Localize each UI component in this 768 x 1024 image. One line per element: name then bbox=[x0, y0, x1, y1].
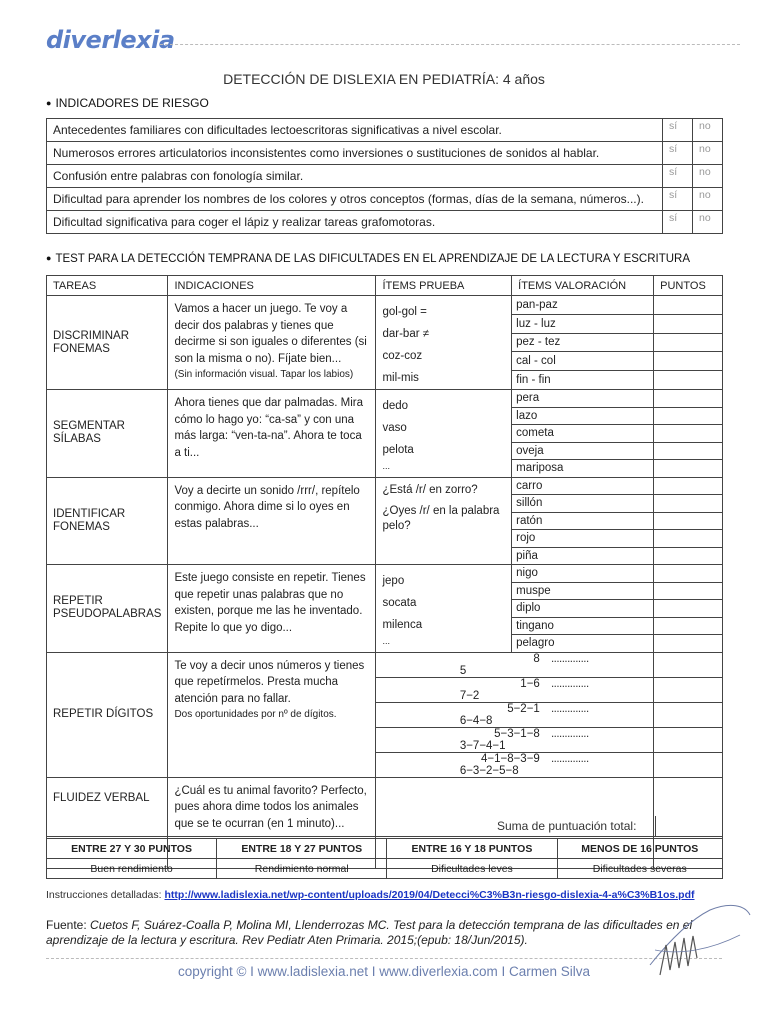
points-cell[interactable] bbox=[654, 296, 723, 315]
task-indication bbox=[168, 296, 376, 390]
source-label: Fuente: bbox=[46, 918, 87, 932]
test-items bbox=[376, 390, 512, 478]
evaluation-item: cometa bbox=[512, 425, 654, 443]
digit-first: 5−3−1−8 bbox=[494, 727, 540, 740]
no-option[interactable]: no bbox=[693, 165, 723, 188]
table-row bbox=[47, 565, 723, 583]
indication-text: Ahora tienes que dar palmadas. Mira cómo lo hago yo: “ca-sa” y con una más larga: “ven-ta-na”. Ahora te toca a ti... bbox=[174, 397, 364, 459]
test-item: pelota bbox=[382, 444, 414, 456]
test-header-row bbox=[47, 276, 723, 296]
test-item: socata bbox=[382, 597, 417, 609]
test-item: milenca bbox=[382, 619, 423, 631]
points-cell[interactable] bbox=[654, 565, 723, 583]
score-range: ENTRE 27 Y 30 PUNTOS bbox=[47, 839, 217, 859]
indication-note: (Sin información visual. Tapar los labios) bbox=[174, 369, 354, 380]
test-item: vaso bbox=[382, 422, 407, 434]
points-cell[interactable] bbox=[654, 390, 723, 408]
digit-dots: .............. bbox=[550, 677, 589, 690]
digit-second: 6−4−8 bbox=[459, 714, 493, 727]
evaluation-item: piña bbox=[512, 547, 654, 565]
points-cell[interactable] bbox=[654, 582, 723, 600]
test-item: coz-coz bbox=[382, 350, 423, 362]
digit-sequence bbox=[376, 677, 654, 702]
test-items bbox=[376, 477, 512, 565]
test-item: mil-mis bbox=[382, 372, 419, 384]
evaluation-item: carro bbox=[512, 477, 654, 495]
points-cell[interactable] bbox=[654, 727, 723, 752]
digit-first: 4−1−8−3−9 bbox=[480, 752, 540, 765]
table-row bbox=[47, 390, 723, 408]
points-cell[interactable] bbox=[654, 512, 723, 530]
test-item: jepo bbox=[382, 575, 405, 587]
points-cell[interactable] bbox=[654, 442, 723, 460]
indication-text: ¿Cuál es tu animal favorito? Perfecto, pues ahora dime todos los animales que se te ocurran (en 1 minuto)... bbox=[174, 784, 367, 830]
indication-text: Te voy a decir unos números y tienes que repetírmelos. Presta mucha atención para no fallar. bbox=[174, 659, 365, 705]
test-item: ¿Oyes /r/ en la palabra pelo? bbox=[382, 504, 500, 532]
digit-first: 8 bbox=[533, 652, 540, 665]
risk-text: Dificultad para aprender los nombres de los colores y otros conceptos (formas, días de la semana, números...). bbox=[47, 188, 663, 211]
points-cell[interactable] bbox=[654, 314, 723, 333]
digit-sequence bbox=[376, 652, 654, 677]
test-item: ... bbox=[382, 636, 390, 646]
evaluation-item: fin - fin bbox=[512, 371, 654, 390]
test-item: ... bbox=[382, 461, 390, 471]
test-heading: ● TEST PARA LA DETECCIÓN TEMPRANA DE LAS DIFICULTADES EN EL APRENDIZAJE DE LA LECTURA Y ESCRITURA bbox=[46, 253, 690, 265]
test-item: ¿Está /r/ en zorro? bbox=[382, 483, 478, 496]
evaluation-item: pera bbox=[512, 390, 654, 408]
no-option[interactable]: no bbox=[693, 119, 723, 142]
no-option[interactable]: no bbox=[693, 188, 723, 211]
yes-option[interactable]: sí bbox=[663, 188, 693, 211]
risk-text: Antecedentes familiares con dificultades lectoescritoras significativas a nivel escolar. bbox=[47, 119, 663, 142]
column-header: ÍTEMS PRUEBA bbox=[376, 276, 512, 296]
score-range: MENOS DE 16 PUNTOS bbox=[557, 839, 722, 859]
instructions bbox=[46, 889, 695, 901]
digit-dots: .............. bbox=[550, 652, 589, 665]
points-cell[interactable] bbox=[654, 425, 723, 443]
instructions-link[interactable]: http://www.ladislexia.net/wp-content/uploads/2019/04/Detecci%C3%B3n-riesgo-dislexia-4-a%C3%B1os.pdf bbox=[164, 889, 695, 901]
points-cell[interactable] bbox=[654, 477, 723, 495]
evaluation-item: ratón bbox=[512, 512, 654, 530]
task-name: DISCRIMINAR FONEMAS bbox=[47, 296, 168, 390]
no-option[interactable]: no bbox=[693, 142, 723, 165]
logo: diverlexia bbox=[46, 26, 175, 54]
test-item: dedo bbox=[382, 400, 409, 412]
no-option[interactable]: no bbox=[693, 211, 723, 234]
column-header: INDICACIONES bbox=[168, 276, 376, 296]
test-table bbox=[46, 275, 723, 869]
points-cell[interactable] bbox=[654, 635, 723, 653]
points-cell[interactable] bbox=[654, 530, 723, 548]
task-indication bbox=[168, 390, 376, 478]
evaluation-item: mariposa bbox=[512, 460, 654, 478]
footer: copyright © I www.ladislexia.net I www.diverlexia.com I Carmen Silva bbox=[177, 964, 591, 979]
task-indication bbox=[168, 652, 376, 777]
task-indication bbox=[168, 565, 376, 653]
evaluation-item: lazo bbox=[512, 407, 654, 425]
points-cell[interactable] bbox=[654, 600, 723, 618]
points-cell[interactable] bbox=[654, 333, 723, 352]
points-cell[interactable] bbox=[654, 352, 723, 371]
evaluation-item: diplo bbox=[512, 600, 654, 618]
risk-text: Numerosos errores articulatorios inconsistentes como inversiones o sustituciones de sonidos al hablar. bbox=[47, 142, 663, 165]
evaluation-item: oveja bbox=[512, 442, 654, 460]
indication-text: Este juego consiste en repetir. Tienes que repetir unas palabras que no existen, porque me las he inventado. Repite lo que yo digo... bbox=[174, 572, 366, 634]
page-title: DETECCIÓN DE DISLEXIA EN PEDIATRÍA: 4 años bbox=[223, 71, 545, 87]
points-cell[interactable] bbox=[654, 677, 723, 702]
risk-heading: ● INDICADORES DE RIESGO bbox=[46, 96, 209, 110]
points-cell[interactable] bbox=[654, 617, 723, 635]
evaluation-item: nigo bbox=[512, 565, 654, 583]
digit-first: 1−6 bbox=[520, 677, 540, 690]
points-cell[interactable] bbox=[654, 495, 723, 513]
evaluation-item: cal - col bbox=[512, 352, 654, 371]
evaluation-item: pelagro bbox=[512, 635, 654, 653]
table-row bbox=[47, 477, 723, 495]
yes-option[interactable]: sí bbox=[663, 211, 693, 234]
task-name: FLUIDEZ VERBAL bbox=[47, 777, 168, 868]
risk-row bbox=[47, 165, 723, 188]
digit-dots: .............. bbox=[550, 752, 589, 765]
test-item: dar-bar ≠ bbox=[382, 328, 430, 340]
yes-option[interactable]: sí bbox=[663, 165, 693, 188]
table-row bbox=[47, 296, 723, 315]
task-name: IDENTIFICAR FONEMAS bbox=[47, 477, 168, 565]
score-label: Rendimiento normal bbox=[217, 859, 387, 879]
points-cell[interactable] bbox=[654, 407, 723, 425]
header-divider bbox=[160, 44, 740, 45]
evaluation-item: tingano bbox=[512, 617, 654, 635]
score-range-row bbox=[47, 839, 723, 859]
digit-second: 7−2 bbox=[459, 689, 480, 702]
test-items bbox=[376, 565, 512, 653]
digit-second: 3−7−4−1 bbox=[459, 739, 506, 752]
evaluation-item: sillón bbox=[512, 495, 654, 513]
score-label: Buen rendimiento bbox=[47, 859, 217, 879]
score-table bbox=[46, 838, 723, 879]
total-score-label: Suma de puntuación total: bbox=[497, 819, 637, 833]
points-cell[interactable] bbox=[654, 752, 723, 777]
risk-table bbox=[46, 118, 723, 234]
yes-option[interactable]: sí bbox=[663, 142, 693, 165]
digit-dots: .............. bbox=[550, 702, 589, 715]
column-header: PUNTOS bbox=[654, 276, 723, 296]
score-range: ENTRE 18 Y 27 PUNTOS bbox=[217, 839, 387, 859]
test-items bbox=[376, 296, 512, 390]
digit-sequence bbox=[376, 752, 654, 777]
score-label-row bbox=[47, 859, 723, 879]
instructions-label: Instrucciones detalladas: bbox=[46, 889, 162, 901]
digit-dots: .............. bbox=[550, 727, 589, 740]
task-name: REPETIR DÍGITOS bbox=[47, 652, 168, 777]
yes-option[interactable]: sí bbox=[663, 119, 693, 142]
points-cell[interactable] bbox=[654, 702, 723, 727]
digit-second: 6−3−2−5−8 bbox=[459, 764, 519, 777]
test-item: gol-gol = bbox=[382, 306, 427, 318]
evaluation-item: pan-paz bbox=[512, 296, 654, 315]
risk-row bbox=[47, 211, 723, 234]
source-text: Cuetos F, Suárez-Coalla P, Molina MI, Llenderrozas MC. Test para la detección temprana de las dificultades en el aprendizaje de la lectura y escritura. Rev Pediatr Aten Primaria. 2015;(epub: 18/Jun/2015). bbox=[46, 918, 693, 947]
table-row bbox=[47, 652, 723, 677]
risk-text: Dificultad significativa para coger el lápiz y realizar tareas grafomotoras. bbox=[47, 211, 663, 234]
risk-row bbox=[47, 142, 723, 165]
score-label: Dificultades severas bbox=[557, 859, 722, 879]
indication-note: Dos oportunidades por nº de dígitos. bbox=[174, 709, 337, 720]
indication-text: Voy a decirte un sonido /rrr/, repítelo conmigo. Ahora dime si lo oyes en estas palabras... bbox=[174, 484, 360, 530]
task-name: SEGMENTAR SÍLABAS bbox=[47, 390, 168, 478]
digit-second: 5 bbox=[459, 664, 467, 677]
evaluation-item: luz - luz bbox=[512, 314, 654, 333]
risk-row bbox=[47, 119, 723, 142]
digit-sequence bbox=[376, 727, 654, 752]
task-indication bbox=[168, 477, 376, 565]
indication-text: Vamos a hacer un juego. Te voy a decir dos palabras y tienes que decirme si son iguales o diferentes (si son la misma o no). Fíjate bien... bbox=[174, 303, 367, 365]
column-header: TAREAS bbox=[47, 276, 168, 296]
signature-image bbox=[640, 880, 760, 990]
footer-divider bbox=[46, 958, 722, 959]
digit-first: 5−2−1 bbox=[507, 702, 540, 715]
source bbox=[46, 918, 722, 948]
points-cell[interactable] bbox=[654, 371, 723, 390]
points-cell[interactable] bbox=[654, 460, 723, 478]
risk-row bbox=[47, 188, 723, 211]
column-header: ÍTEMS VALORACIÓN bbox=[512, 276, 654, 296]
task-name: REPETIR PSEUDOPALABRAS bbox=[47, 565, 168, 653]
points-cell[interactable] bbox=[654, 547, 723, 565]
points-cell[interactable] bbox=[654, 652, 723, 677]
evaluation-item: rojo bbox=[512, 530, 654, 548]
score-label: Dificultades leves bbox=[387, 859, 557, 879]
evaluation-item: pez - tez bbox=[512, 333, 654, 352]
score-range: ENTRE 16 Y 18 PUNTOS bbox=[387, 839, 557, 859]
digit-sequence bbox=[376, 702, 654, 727]
evaluation-item: muspe bbox=[512, 582, 654, 600]
risk-text: Confusión entre palabras con fonología similar. bbox=[47, 165, 663, 188]
